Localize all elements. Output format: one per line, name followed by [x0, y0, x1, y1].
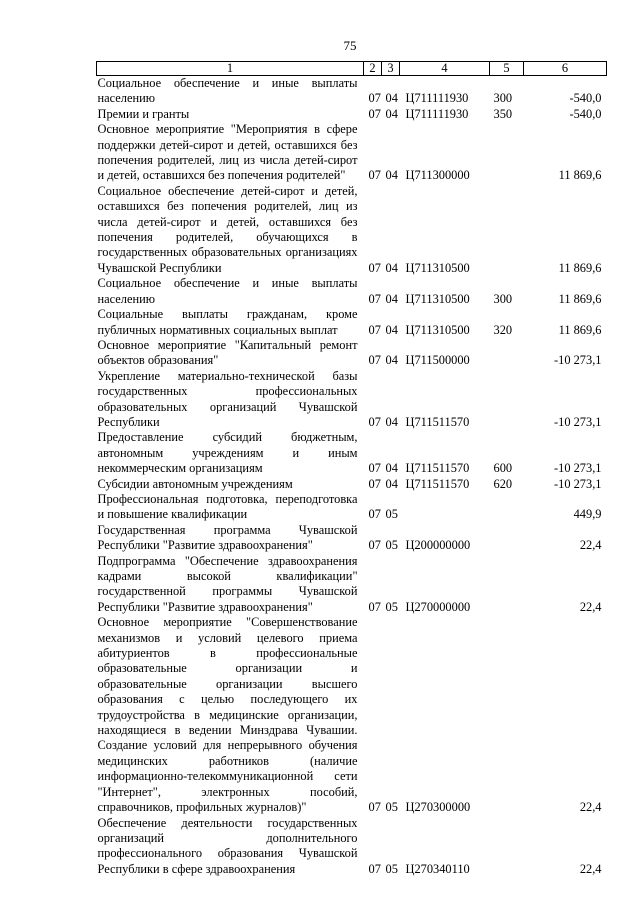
row-target-code: Ц270300000 [405, 800, 471, 815]
row-amount: -10 273,1 [554, 461, 602, 476]
table-row [97, 122, 607, 184]
row-expense-type [490, 492, 524, 523]
row-name: Основное мероприятие "Совершенствование механизмов и условий целевого приема абитуриентов в профессиональные образовательные организации и образовательные организации высшего образования с целью последующего их трудоустройства в медицинские организации, находящиеся в ведении Минздрава Чувашии. Создание условий для непрерывного обучения медицинских работников (наличие информационно-телекоммуникационной сети "Интернет", электронных пособий, справочников, профильных журналов)" [97, 615, 358, 815]
row-expense-type [490, 184, 524, 276]
row-name: Предоставление субсидий бюджетным, автономным учреждениям и иным некоммерческим организациям [97, 430, 358, 476]
row-section: 07 [368, 507, 381, 522]
row-name: Основное мероприятие "Мероприятия в сфере поддержки детей-сирот и детей, оставшихся без попечения родителей, лиц из числа детей-сирот и детей, оставшихся без попечения родителей" [97, 122, 358, 183]
row-name: Государственная программа Чувашской Республики "Развитие здравоохранения" [97, 522, 358, 553]
row-expense-type: 620 [493, 476, 513, 491]
table-row [97, 369, 607, 431]
row-name: Социальное обеспечение и иные выплаты населению [97, 76, 358, 106]
table-row [97, 307, 607, 338]
header-col-2: 2 [364, 62, 382, 76]
row-section: 07 [368, 861, 381, 876]
table-row [97, 554, 607, 616]
table-row [97, 615, 607, 815]
row-subsection: 05 [385, 599, 398, 614]
row-target-code: Ц711310500 [405, 291, 470, 306]
row-subsection: 05 [385, 538, 398, 553]
row-amount: -10 273,1 [554, 414, 602, 429]
row-target-code: Ц711500000 [405, 353, 470, 368]
row-target-code: Ц711511570 [405, 414, 470, 429]
row-name: Социальное обеспечение детей-сирот и детей, оставшихся без попечения родителей, лиц из числа детей-сирот и детей, оставшихся без попечения родителей, обучающихся в государственных образовательных организациях Чувашской Республики [97, 183, 358, 275]
row-target-code: Ц711511570 [405, 461, 470, 476]
row-amount: 11 869,6 [558, 291, 602, 306]
row-section: 07 [368, 291, 381, 306]
row-amount: 22,4 [579, 599, 602, 614]
table-row [97, 492, 607, 523]
table-row [97, 430, 607, 476]
row-section: 07 [368, 353, 381, 368]
row-expense-type: 300 [493, 91, 513, 106]
row-amount: -10 273,1 [554, 476, 602, 491]
row-name: Укрепление материально-технической базы государственных профессиональных образовательных организаций Чувашской Республики [97, 368, 358, 429]
row-section: 07 [368, 91, 381, 106]
page-number: 75 [343, 38, 357, 53]
budget-table [96, 61, 607, 877]
row-subsection: 05 [385, 800, 398, 815]
row-section: 07 [368, 599, 381, 614]
row-target-code: Ц711300000 [405, 168, 470, 183]
row-expense-type [490, 122, 524, 184]
row-expense-type [490, 369, 524, 431]
row-name: Обеспечение деятельности государственных организаций дополнительного профессионального образования Чувашской Республики в сфере здравоохранения [97, 815, 358, 876]
row-target-code: Ц711111930 [405, 106, 469, 121]
row-subsection: 04 [385, 260, 398, 275]
table-header-row [97, 62, 607, 76]
row-expense-type: 350 [493, 106, 513, 121]
row-amount: -540,0 [569, 91, 602, 106]
row-subsection: 04 [385, 461, 398, 476]
row-subsection: 05 [385, 861, 398, 876]
row-expense-type: 300 [493, 291, 513, 306]
row-expense-type: 320 [493, 322, 513, 337]
header-col-3: 3 [382, 62, 400, 76]
table-row [97, 107, 607, 122]
row-section: 07 [368, 538, 381, 553]
table-row [97, 184, 607, 276]
row-subsection: 04 [385, 353, 398, 368]
table-row [97, 816, 607, 878]
row-section: 07 [368, 414, 381, 429]
row-expense-type [490, 523, 524, 554]
row-amount: 449,9 [573, 507, 602, 522]
table-row [97, 477, 607, 492]
row-target-code [400, 492, 490, 523]
row-amount: -10 273,1 [554, 353, 602, 368]
header-col-5: 5 [490, 62, 524, 76]
row-target-code: Ц200000000 [405, 538, 471, 553]
row-section: 07 [368, 260, 381, 275]
row-name: Социальные выплаты гражданам, кроме публичных нормативных социальных выплат [97, 307, 358, 337]
row-subsection: 04 [385, 414, 398, 429]
row-target-code: Ц270340110 [405, 861, 470, 876]
row-target-code: Ц711310500 [405, 322, 470, 337]
row-name: Социальное обеспечение и иные выплаты населению [97, 276, 358, 306]
table-row [97, 338, 607, 369]
row-name: Профессиональная подготовка, переподготовка и повышение квалификации [97, 491, 358, 522]
row-expense-type [490, 554, 524, 616]
row-amount: -540,0 [569, 106, 602, 121]
row-expense-type [490, 338, 524, 369]
row-expense-type: 600 [493, 461, 513, 476]
row-name: Подпрограмма "Обеспечение здравоохранения кадрами высокой квалификации" государственной программы Чувашской Республики "Развитие здравоохранения" [97, 553, 358, 614]
row-section: 07 [368, 476, 381, 491]
row-target-code: Ц711511570 [405, 476, 470, 491]
row-amount: 11 869,6 [558, 260, 602, 275]
row-subsection: 04 [385, 91, 398, 106]
row-expense-type [490, 816, 524, 878]
row-target-code: Ц711111930 [405, 91, 469, 106]
row-name: Премии и гранты [97, 106, 190, 121]
row-subsection: 04 [385, 476, 398, 491]
row-subsection: 04 [385, 291, 398, 306]
row-section: 07 [368, 322, 381, 337]
header-col-1: 1 [97, 62, 364, 76]
row-amount: 11 869,6 [558, 168, 602, 183]
row-name: Основное мероприятие "Капитальный ремонт объектов образования" [97, 337, 358, 368]
table-row [97, 523, 607, 554]
row-section: 07 [368, 800, 381, 815]
row-section: 07 [368, 106, 381, 121]
row-subsection: 04 [385, 322, 398, 337]
row-section: 07 [368, 168, 381, 183]
row-subsection: 04 [385, 168, 398, 183]
table-row [97, 76, 607, 107]
row-amount: 22,4 [579, 800, 602, 815]
row-section: 07 [368, 461, 381, 476]
row-subsection: 04 [385, 106, 398, 121]
row-amount: 11 869,6 [558, 322, 602, 337]
row-target-code: Ц711310500 [405, 260, 470, 275]
row-name: Субсидии автономным учреждениям [97, 476, 293, 491]
row-expense-type [490, 615, 524, 815]
row-amount: 22,4 [579, 538, 602, 553]
header-col-6: 6 [524, 62, 607, 76]
row-amount: 22,4 [579, 861, 602, 876]
header-col-4: 4 [400, 62, 490, 76]
row-target-code: Ц270000000 [405, 599, 471, 614]
row-subsection: 05 [385, 507, 398, 522]
table-row [97, 276, 607, 307]
